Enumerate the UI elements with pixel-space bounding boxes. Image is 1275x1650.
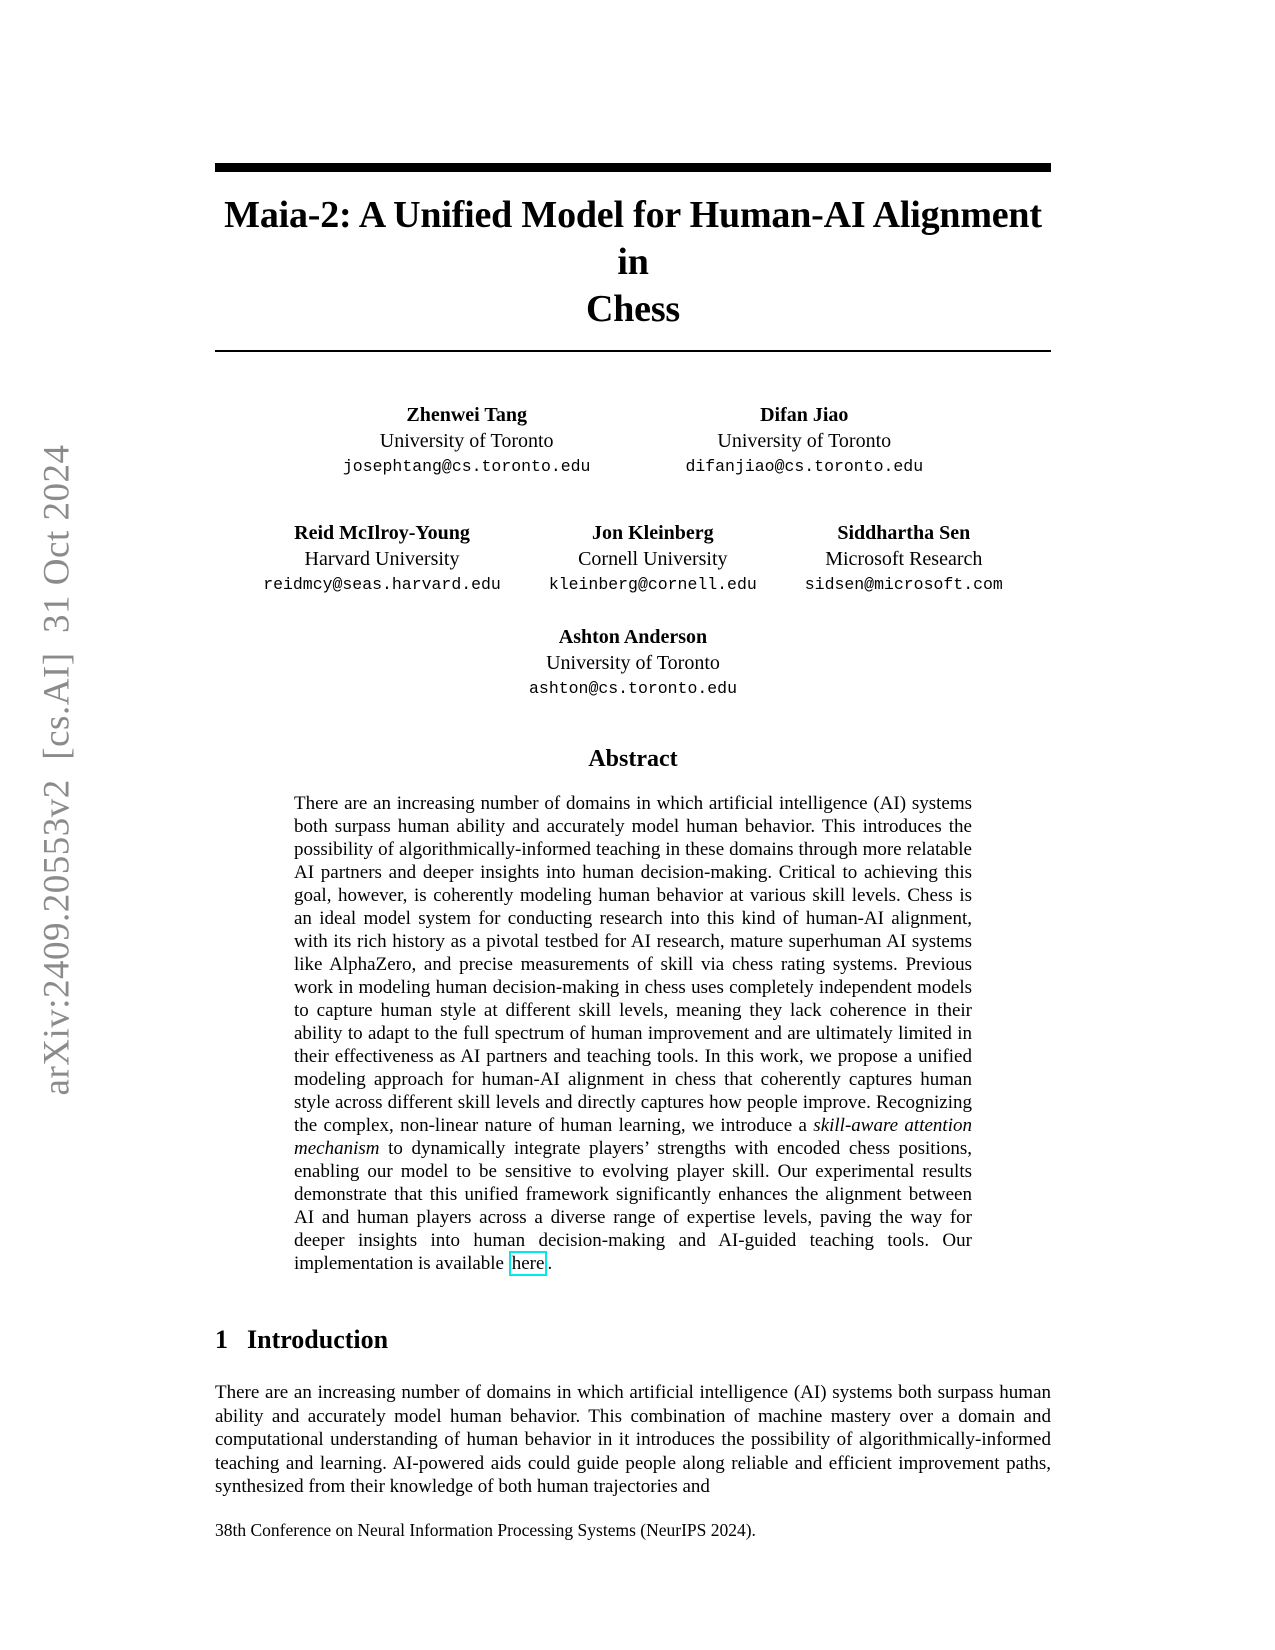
abstract-italic-phrase: skill-aware attention mechanism (294, 1115, 972, 1159)
author-name: Siddhartha Sen (837, 522, 971, 544)
author-email: josephtang@cs.toronto.edu (342, 457, 591, 476)
author-affiliation: University of Toronto (379, 430, 554, 452)
arxiv-watermark: arXiv:2409.20553v2 [cs.AI] 31 Oct 2024 (36, 444, 78, 1096)
author-email: ashton@cs.toronto.edu (529, 679, 737, 698)
authors-row-3 (215, 624, 1051, 702)
author-block-jon-kleinberg (549, 520, 757, 598)
author-affiliation: University of Toronto (546, 652, 720, 674)
abstract-text-part1: There are an increasing number of domains in which artificial intelligence (AI) systems both surpass human ability and accurately model human behavior. This introduces the possibility of algorithmically-informed teaching in these domains through more relatable AI partners and deeper insights into human decision-making. Critical to achieving this goal, however, is coherently modeling human behavior at various skill levels. Chess is an ideal model system for conducting research into this kind of human-AI alignment, with its rich history as a pivotal testbed for AI research, mature superhuman AI systems like AlphaZero, and precise measurements of skill via chess rating systems. Previous work in modeling human decision-making in chess uses completely independent models to capture human style at different skill levels, meaning they lack coherence in their ability to adapt to the full spectrum of human improvement and are ultimately limited in their effectiveness as AI partners and teaching tools. In this work, we propose a unified modeling approach for human-AI alignment in chess that coherently captures human style across different skill levels and directly captures how people improve. Recognizing the complex, non-linear nature of human learning, we introduce a (294, 793, 972, 1136)
author-block-zhenwei-tang (343, 402, 591, 480)
section-number: 1 (215, 1325, 228, 1354)
section-title: Introduction (247, 1325, 389, 1354)
abstract-paragraph (294, 792, 972, 1275)
introduction-paragraph: There are an increasing number of domains in which artificial intelligence (AI) systems both surpass human ability and accurately model human behavior. This combination of machine mastery over a domain and computational understanding of human behavior in it introduces the possibility of algorithmically-informed teaching and learning. AI-powered aids could guide people along reliable and efficient improvement paths, synthesized from their knowledge of both human trajectories and (215, 1382, 1051, 1497)
author-block-reid-mcilroy-young (263, 520, 501, 598)
section-heading-introduction (215, 1325, 1051, 1355)
author-name: Reid McIlroy-Young (294, 522, 470, 544)
author-email: difanjiao@cs.toronto.edu (685, 457, 924, 476)
paper-title (215, 192, 1051, 333)
author-name: Jon Kleinberg (591, 522, 714, 544)
title-rule-top (215, 163, 1051, 172)
abstract-text-part3: . (547, 1253, 553, 1274)
abstract-heading: Abstract (588, 746, 678, 772)
conference-footnote: 38th Conference on Neural Information Processing Systems (NeurIPS 2024). (215, 1520, 756, 1540)
title-rule-bottom (215, 350, 1051, 352)
author-block-ashton-anderson (529, 624, 737, 702)
authors-row-2 (215, 520, 1051, 598)
abstract-text-part2: to dynamically integrate players’ strengths with encoded chess positions, enabling our model to be sensitive to evolving player skill. Our experimental results demonstrate that this unified framework significantly enhances the alignment between AI and human players across a diverse range of expertise levels, paving the way for deeper insights into human decision-making and AI-guided teaching tools. Our implementation is available (294, 1138, 972, 1274)
author-name: Ashton Anderson (558, 626, 708, 648)
paper-title-line1: Maia-2: A Unified Model for Human-AI Alignment in (224, 194, 1042, 283)
author-name: Zhenwei Tang (406, 404, 527, 426)
authors-row-1 (215, 402, 1051, 480)
author-block-siddhartha-sen (805, 520, 1003, 598)
content-column (215, 0, 1051, 1499)
author-affiliation: Harvard University (304, 548, 460, 570)
author-email: kleinberg@cornell.edu (548, 575, 757, 594)
paper-title-line2: Chess (585, 288, 681, 330)
author-email: reidmcy@seas.harvard.edu (263, 575, 501, 594)
author-affiliation: Cornell University (578, 548, 728, 570)
author-name: Difan Jiao (760, 404, 849, 426)
implementation-link[interactable]: here (509, 1251, 548, 1276)
author-affiliation: Microsoft Research (825, 548, 983, 570)
author-block-difan-jiao (685, 402, 923, 480)
author-email: sidsen@microsoft.com (804, 575, 1003, 594)
author-affiliation: University of Toronto (717, 430, 892, 452)
